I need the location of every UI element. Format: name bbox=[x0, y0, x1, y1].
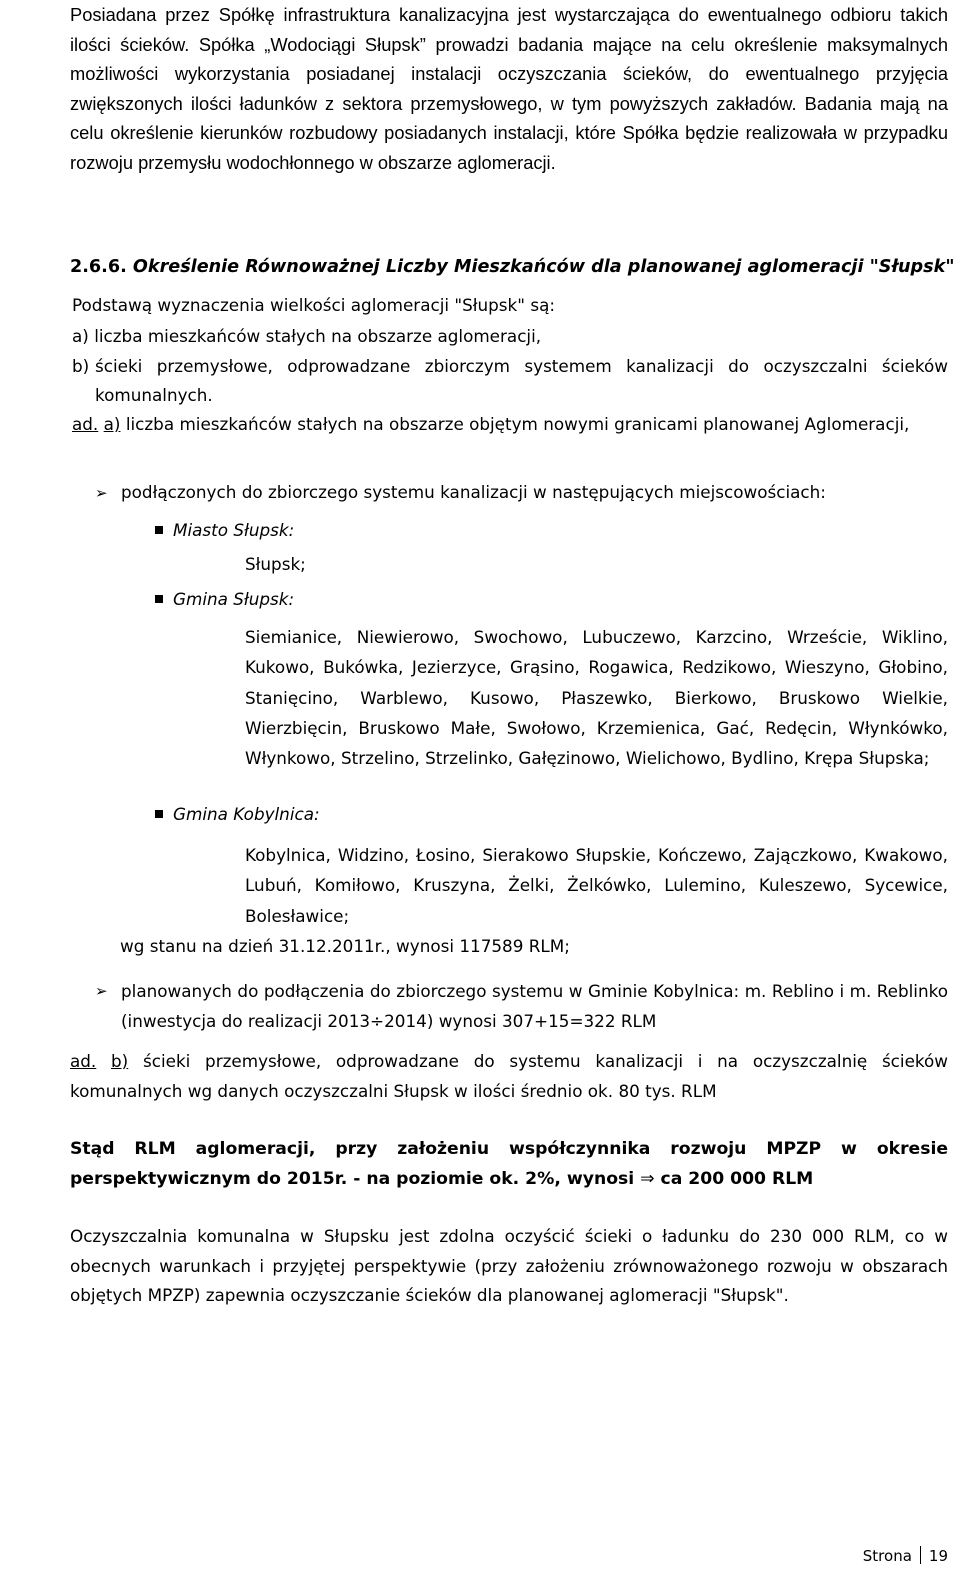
group-gmina-kobylnica bbox=[155, 804, 320, 824]
planned-text: planowanych do podłączenia do zbiorczego systemu w Gminie Kobylnica: m. Reblino i m. Reblinko (inwestycja do realizacji 2013÷2014) wynosi 307+15=322 RLM bbox=[121, 981, 948, 1031]
ad-a-text: liczba mieszkańców stałych na obszarze objętym nowymi granicami planowanej Aglomeracji, bbox=[125, 414, 910, 434]
section-title: Określenie Równoważnej Liczby Mieszkańców dla planowanej aglomeracji "Słupsk" bbox=[132, 257, 955, 277]
implies-arrow-icon: ⇒ bbox=[640, 1168, 655, 1189]
page-number: 19 bbox=[928, 1547, 948, 1565]
ad-b-label: b) bbox=[111, 1051, 129, 1071]
arrow-bullet-icon: ➢ bbox=[95, 982, 108, 1000]
conclusion-paragraph bbox=[70, 1135, 948, 1194]
basis-item-b-text: ścieki przemysłowe, odprowadzane zbiorczym systemem kanalizacji do oczyszczalni ścieków komunalnych. bbox=[95, 355, 948, 405]
square-bullet-icon bbox=[155, 526, 163, 534]
group-gmina-slupsk bbox=[155, 589, 294, 609]
intro-text: Posiadana przez Spółkę infrastruktura kanalizacyjna jest wystarczająca do ewentualnego odbioru takich ilości ścieków. Spółka „Wodociągi Słupsk” prowadzi badania mające na celu określenie maksymalnych możliwości wykorzystania posiadanej instalacji oczyszczania ścieków, do ewentualnego przyjęcia zwiększonych ilości ładunków z sektora przemysłowego, w tym powyższych zakładów. Badania mają na celu określenie kierunków rozbudowy posiadanych instalacji, które Spółka będzie realizowała w przypadku rozwoju przemysłu wodochłonnego w obszarze aglomeracji. bbox=[70, 4, 948, 173]
connected-lead-item bbox=[95, 482, 826, 502]
ad-b-text: ścieki przemysłowe, odprowadzane do systemu kanalizacji i na oczyszczalnię ścieków komunalnych wg danych oczyszczalni Słupsk w ilości średnio ok. 80 tys. RLM bbox=[70, 1051, 949, 1101]
group-name: Gmina Kobylnica: bbox=[173, 804, 320, 824]
ad-b-paragraph bbox=[70, 1047, 948, 1106]
connected-lead: podłączonych do zbiorczego systemu kanalizacji w następujących miejscowościach: bbox=[121, 482, 826, 502]
basis-item-a-text: liczba mieszkańców stałych na obszarze aglomeracji, bbox=[94, 326, 542, 346]
ad-a-paragraph bbox=[72, 410, 948, 440]
capacity-paragraph: Oczyszczalnia komunalna w Słupsku jest zdolna oczyścić ścieki o ładunku do 230 000 RLM, co w obecnych warunkach i przyjętej perspektywie (przy założeniu zrównoważonego rozwoju w obszarach objętych MPZP) zapewnia oczyszczanie ścieków dla planowanej aglomeracji "Słupsk". bbox=[70, 1226, 948, 1305]
basis-item-a-label: a) bbox=[72, 326, 89, 346]
ad-a-prefix: ad. bbox=[72, 414, 99, 434]
square-bullet-icon bbox=[155, 810, 163, 818]
ad-b-prefix: ad. bbox=[70, 1051, 97, 1071]
group-miasto-slupsk bbox=[155, 520, 294, 540]
basis-lead: Podstawą wyznaczenia wielkości aglomeracji "Słupsk" są: bbox=[72, 295, 556, 315]
footer-label: Strona bbox=[862, 1547, 912, 1565]
arrow-bullet-icon: ➢ bbox=[95, 484, 108, 502]
group-places: Słupsk; bbox=[245, 554, 306, 574]
conclusion-text: Stąd RLM aglomeracji, przy założeniu współczynnika rozwoju MPZP w okresie perspektywicznym do 2015r. - na poziomie ok. 2%, wynosi bbox=[70, 1139, 948, 1189]
section-heading bbox=[70, 257, 955, 277]
connected-summary: wg stanu na dzień 31.12.2011r., wynosi 117589 RLM; bbox=[120, 936, 570, 956]
section-number: 2.6.6. bbox=[70, 257, 127, 277]
ad-a-label: a) bbox=[103, 414, 121, 434]
group-places: Kobylnica, Widzino, Łosino, Sierakowo Słupskie, Kończewo, Zajączkowo, Kwakowo, Lubuń, Komiłowo, Kruszyna, Żelki, Żelkówko, Lulemino, Kuleszewo, Sycewice, Bolesławice; bbox=[245, 845, 948, 926]
planned-item bbox=[95, 977, 948, 1036]
square-bullet-icon bbox=[155, 595, 163, 603]
basis-item-b bbox=[72, 322, 948, 411]
group-places: Siemianice, Niewierowo, Swochowo, Lubuczewo, Karzcino, Wrzeście, Wiklino, Kukowo, Bukówka, Jezierzyce, Grąsino, Rogawica, Redzikowo, Wieszyno, Głobino, Stanięcino, Warblewo, Kusowo, Płaszewko, Bierkowo, Bruskowo Wielkie, Wierzbięcin, Bruskowo Małe, Swołowo, Krzemienica, Gać, Redęcin, Włynkówko, Włynkowo, Strzelino, Strzelinko, Gałęzinowo, Wielichowo, Bydlino, Krępa Słupska; bbox=[245, 627, 948, 769]
footer-divider bbox=[920, 1546, 921, 1564]
basis-item-b-label: b) bbox=[72, 355, 90, 376]
intro-paragraph bbox=[70, 0, 948, 177]
page-footer bbox=[863, 1546, 948, 1565]
conclusion-result: ca 200 000 RLM bbox=[660, 1168, 814, 1189]
group-name: Gmina Słupsk: bbox=[173, 589, 295, 609]
group-name: Miasto Słupsk: bbox=[173, 520, 295, 540]
